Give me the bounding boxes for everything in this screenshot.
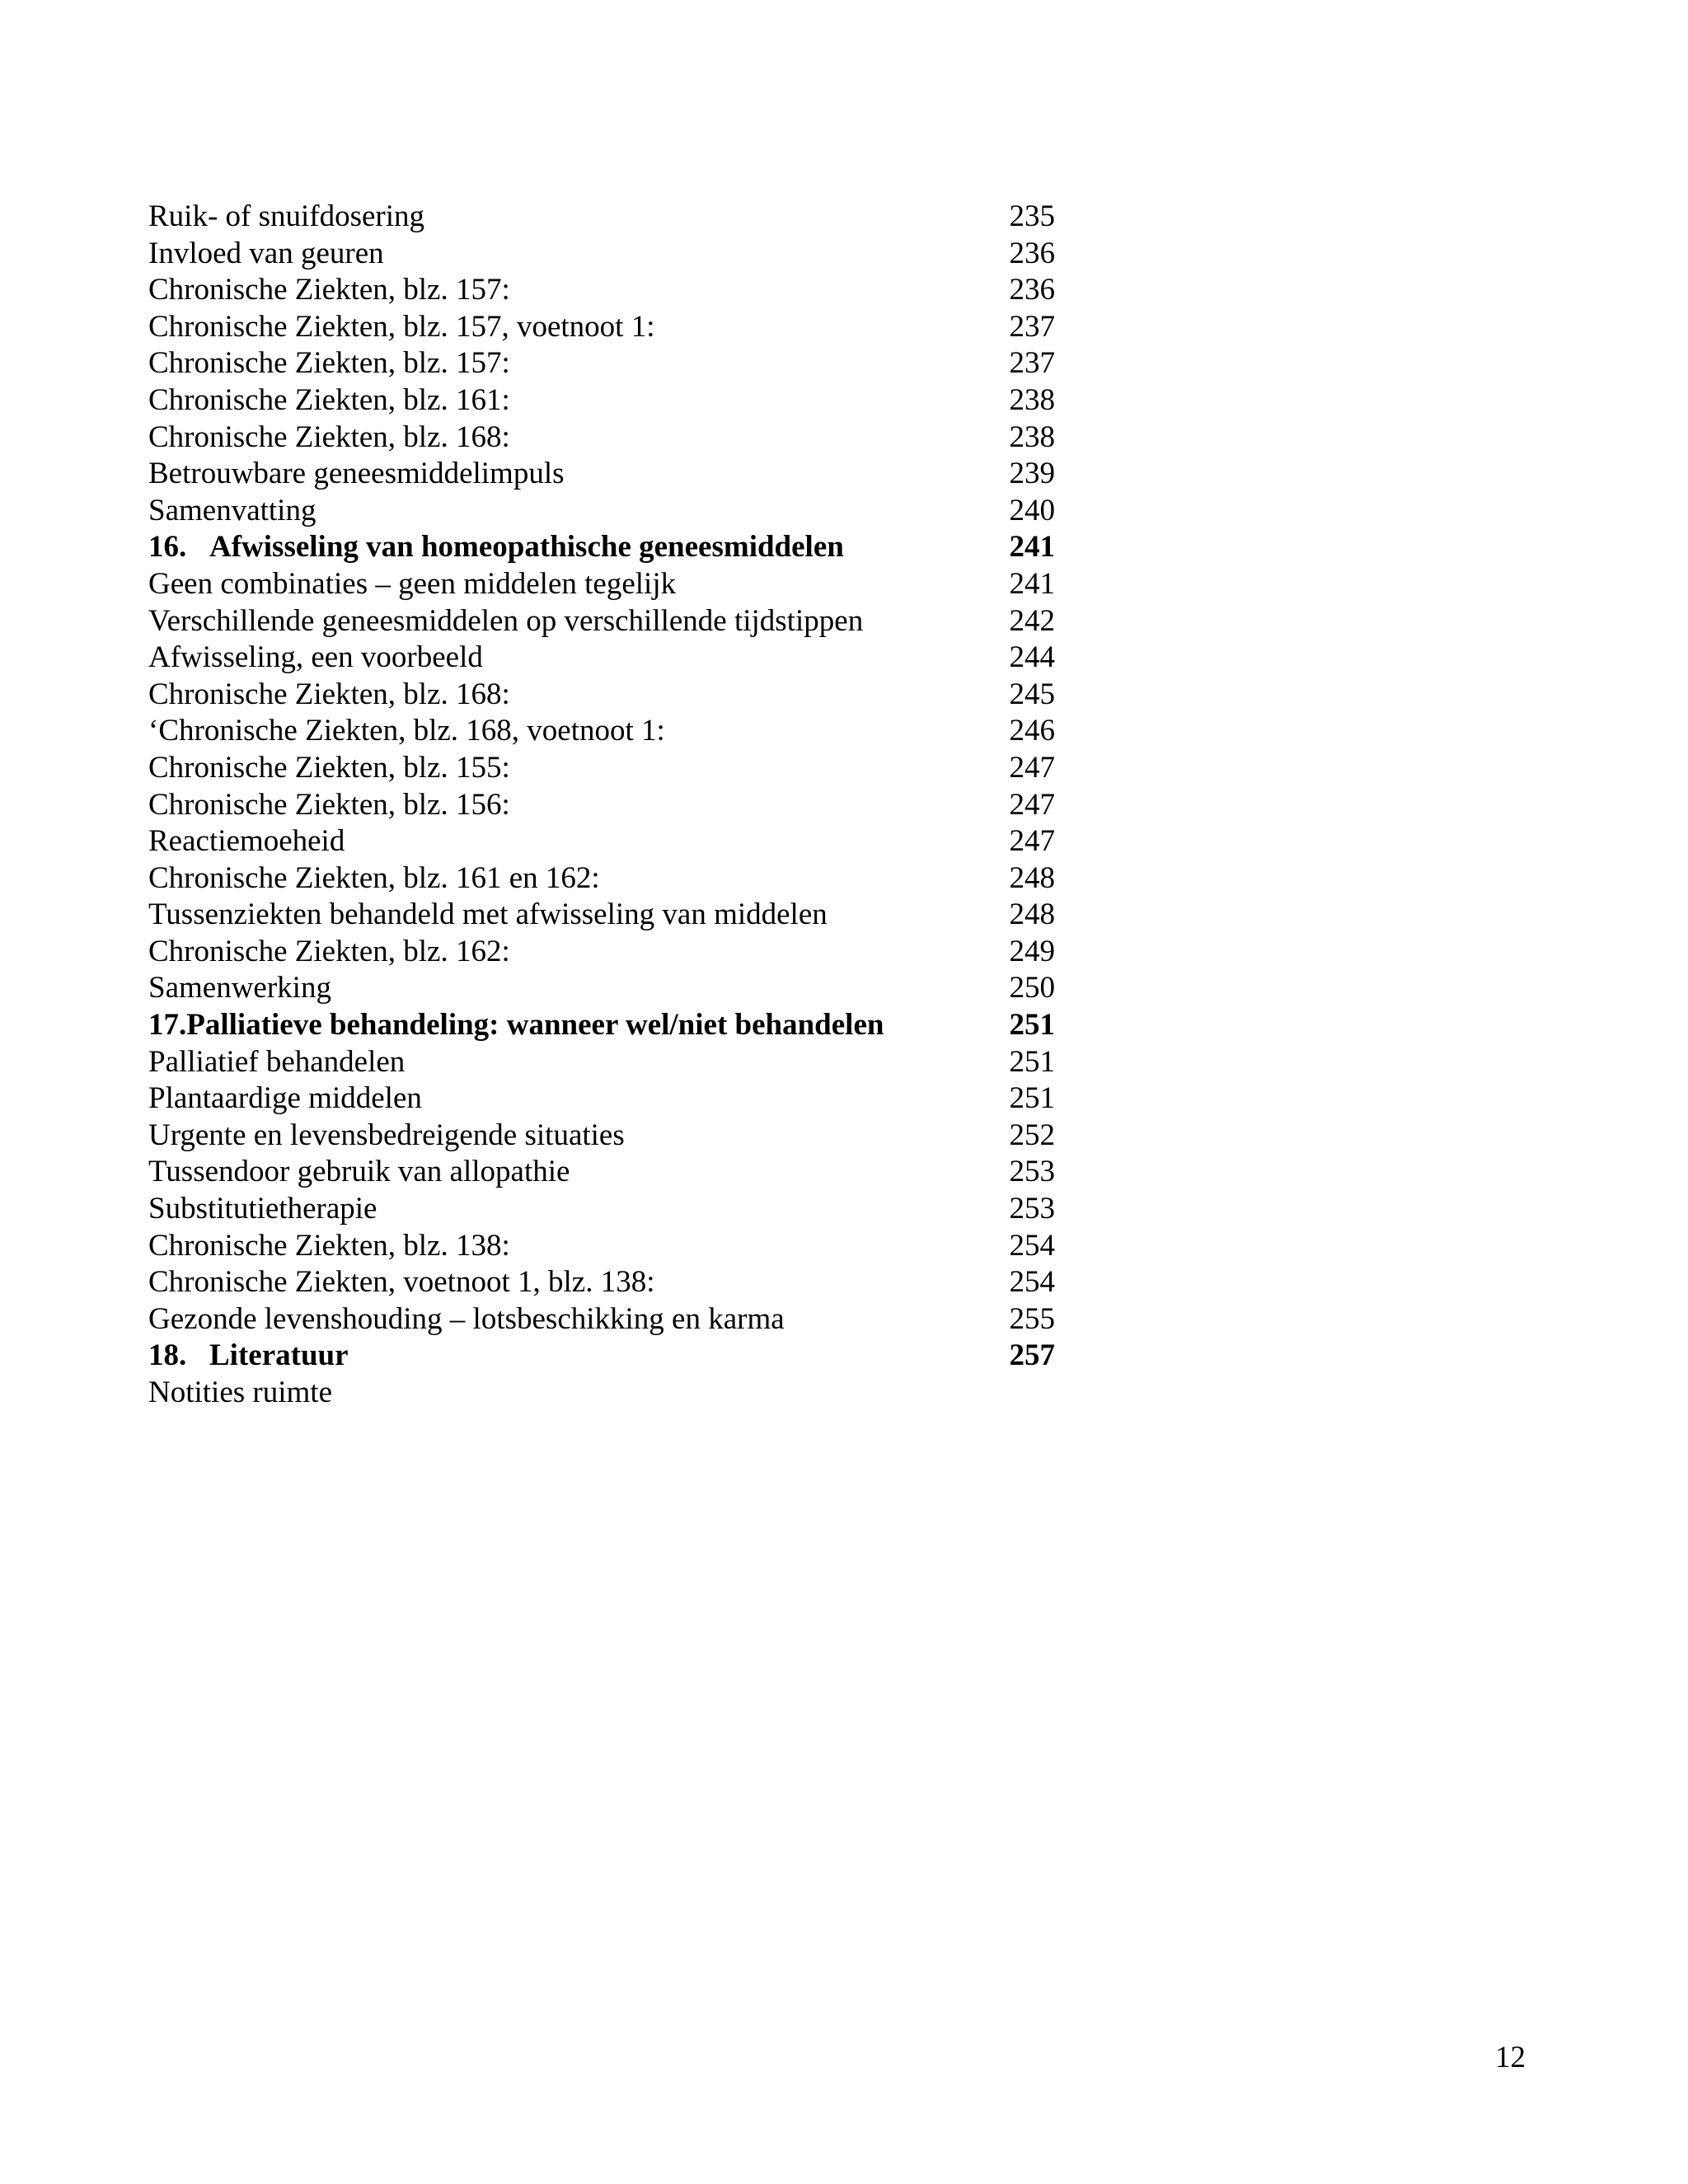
toc-entry-row <box>148 713 1055 750</box>
toc-entry-page: 253 <box>1009 1155 1055 1189</box>
toc-entry-row <box>148 603 1055 640</box>
toc-entry-page: 239 <box>1009 457 1055 491</box>
toc-entry-label: Gezonde levenshouding – lotsbeschikking en karma <box>148 1301 785 1336</box>
toc-entry-row <box>148 1264 1055 1301</box>
toc-entry-page: 238 <box>1009 382 1055 417</box>
toc-entry-row <box>148 1228 1055 1265</box>
toc-entry-label: Palliatief behandelen <box>148 1044 406 1079</box>
page-number: 12 <box>1495 2041 1526 2074</box>
toc-entry-label: Chronische Ziekten, blz. 161 en 162: <box>148 860 600 895</box>
toc-entry-label: Ruik- of snuifdosering <box>148 199 425 233</box>
toc-entry-page: 251 <box>1009 1081 1055 1116</box>
toc-entry-page: 250 <box>1009 971 1055 1005</box>
toc-entry-label: Notities ruimte <box>148 1376 332 1409</box>
toc-entry-label: Chronische Ziekten, voetnoot 1, blz. 138: <box>148 1265 655 1300</box>
toc-entry-row <box>148 677 1055 714</box>
toc-entry-row <box>148 199 1055 236</box>
toc-entry-row <box>148 1375 1055 1412</box>
toc-entry-row <box>148 934 1055 971</box>
toc-entry-page: 255 <box>1009 1301 1055 1336</box>
toc-entry-page: 241 <box>1009 530 1055 565</box>
toc-entry-label: Urgente en levensbedreigende situaties <box>148 1118 625 1152</box>
toc-entry-label: Chronische Ziekten, blz. 168: <box>148 677 510 711</box>
toc-entry-page: 246 <box>1009 714 1055 748</box>
toc-entry-label: ‘Chronische Ziekten, blz. 168, voetnoot 1: <box>148 714 665 748</box>
toc-entry-label: Chronische Ziekten, blz. 138: <box>148 1228 510 1263</box>
toc-chapter-row <box>148 529 1055 566</box>
toc-entry-row <box>148 1118 1055 1155</box>
toc-entry-page: 252 <box>1009 1118 1055 1152</box>
toc-entry-row <box>148 640 1055 677</box>
toc-entry-row <box>148 566 1055 603</box>
toc-entry-page: 248 <box>1009 860 1055 895</box>
toc-entry-label: Chronische Ziekten, blz. 157, voetnoot 1: <box>148 309 655 344</box>
toc-entry-row <box>148 1080 1055 1118</box>
toc-entry-row <box>148 750 1055 787</box>
toc-entry-page: 251 <box>1009 1008 1055 1043</box>
toc-entry-label: 18. Literatuur <box>148 1338 349 1373</box>
toc-entry-page: 254 <box>1009 1228 1055 1263</box>
toc-entry-row <box>148 236 1055 273</box>
toc-chapter-row <box>148 1007 1055 1044</box>
toc-entry-page: 245 <box>1009 677 1055 711</box>
toc-entry-row <box>148 1191 1055 1228</box>
toc-entry-label: Samenwerking <box>148 971 331 1005</box>
toc-entry-label: Chronische Ziekten, blz. 156: <box>148 787 510 822</box>
toc-entry-row <box>148 823 1055 860</box>
toc-entry-label: Chronische Ziekten, blz. 168: <box>148 419 510 454</box>
toc-entry-row <box>148 272 1055 309</box>
toc-entry-row <box>148 1044 1055 1081</box>
toc-entry-label: Invloed van geuren <box>148 236 384 270</box>
toc-entry-page: 238 <box>1009 419 1055 454</box>
toc-entry-page: 247 <box>1009 750 1055 785</box>
toc-entry-row <box>148 897 1055 934</box>
toc-entry-page: 237 <box>1009 346 1055 381</box>
toc-entry-row <box>148 419 1055 457</box>
toc-entry-page: 257 <box>1009 1338 1055 1373</box>
toc-entry-label: 16. Afwisseling van homeopathische geneesmiddelen <box>148 530 844 565</box>
toc-entry-row <box>148 493 1055 530</box>
toc-entry-label: Chronische Ziekten, blz. 157: <box>148 273 510 307</box>
toc-entry-label: Chronische Ziekten, blz. 157: <box>148 346 510 381</box>
toc-entry-page: 241 <box>1009 566 1055 601</box>
toc-entry-row <box>148 860 1055 898</box>
toc-entry-row <box>148 787 1055 824</box>
toc-entry-page: 247 <box>1009 824 1055 859</box>
toc-entry-label: Substitutietherapie <box>148 1192 377 1226</box>
toc-entry-label: Samenvatting <box>148 493 316 527</box>
toc-entry-label: Verschillende geneesmiddelen op verschillende tijdstippen <box>148 603 864 638</box>
toc-entry-label: Tussenziekten behandeld met afwisseling van middelen <box>148 898 828 932</box>
toc-entry-row <box>148 382 1055 419</box>
toc-entry-page: 236 <box>1009 236 1055 270</box>
toc-entry-page: 244 <box>1009 640 1055 675</box>
toc-entry-page: 248 <box>1009 898 1055 932</box>
toc-entry-label: Chronische Ziekten, blz. 155: <box>148 750 510 785</box>
toc-entry-label: Reactiemoeheid <box>148 824 345 859</box>
toc-entry-page: 237 <box>1009 309 1055 344</box>
toc-entry-label: 17.Palliatieve behandeling: wanneer wel/niet behandelen <box>148 1008 884 1043</box>
toc-entry-page: 254 <box>1009 1265 1055 1300</box>
toc-entry-label: Plantaardige middelen <box>148 1081 422 1116</box>
toc-entry-label: Geen combinaties – geen middelen tegelijk <box>148 566 677 601</box>
toc-entry-page: 253 <box>1009 1192 1055 1226</box>
toc-chapter-row <box>148 1338 1055 1375</box>
toc-entry-page: 247 <box>1009 787 1055 822</box>
toc-entry-page: 249 <box>1009 934 1055 968</box>
toc-entry-row <box>148 345 1055 382</box>
toc-entry-page: 240 <box>1009 493 1055 527</box>
toc-entry-label: Tussendoor gebruik van allopathie <box>148 1155 570 1189</box>
table-of-contents <box>148 199 1055 1412</box>
toc-entry-row <box>148 1301 1055 1338</box>
toc-entry-row <box>148 309 1055 346</box>
toc-entry-row <box>148 1154 1055 1191</box>
toc-entry-label: Chronische Ziekten, blz. 162: <box>148 934 510 968</box>
toc-entry-page: 236 <box>1009 273 1055 307</box>
toc-entry-page: 242 <box>1009 603 1055 638</box>
toc-entry-label: Afwisseling, een voorbeeld <box>148 640 483 675</box>
toc-entry-page: 251 <box>1009 1044 1055 1079</box>
toc-entry-label: Betrouwbare geneesmiddelimpuls <box>148 457 565 491</box>
toc-entry-label: Chronische Ziekten, blz. 161: <box>148 382 510 417</box>
toc-entry-row <box>148 970 1055 1007</box>
toc-entry-page: 235 <box>1009 199 1055 233</box>
toc-entry-row <box>148 456 1055 493</box>
